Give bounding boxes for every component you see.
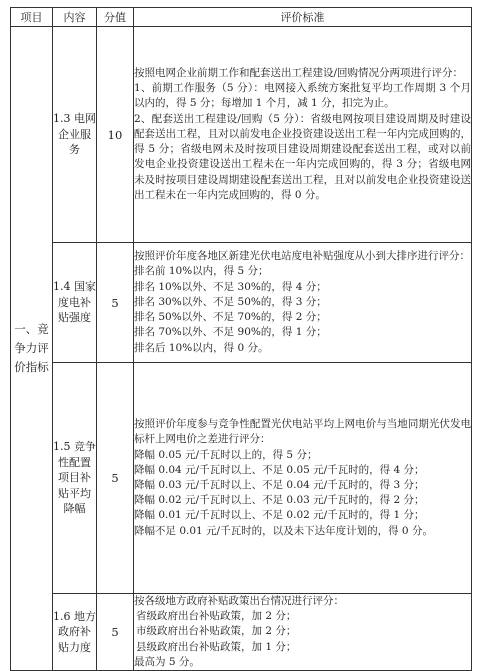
criteria-line: 降幅 0.03 元/千瓦时以上、不足 0.04 元/千瓦时的，得 3 分；: [134, 479, 425, 491]
criteria-line: 排名 50%以外、不足 70%的，得 2 分；: [134, 311, 327, 324]
evaluation-table: [10, 7, 472, 671]
criteria-cell: [134, 363, 472, 594]
content-cell: 1.4 国家度电补贴强度: [53, 243, 97, 363]
criteria-line: 排名后 10%以内，得 0 分。: [134, 341, 269, 354]
criteria-line: 县级政府出台补贴政策，加 1 分；: [136, 640, 297, 653]
criteria-line: 降幅不足 0.01 元/千瓦时的，以及未下达年度计划的，得 0 分。: [134, 524, 433, 537]
category-cell: 一、竞争力评价指标: [11, 27, 53, 671]
table-row: [11, 363, 472, 594]
table-row: [11, 243, 472, 363]
criteria-line: 降幅 0.05 元/千瓦时以上的，得 5 分；: [134, 448, 318, 461]
criteria-line: 排名前 10%以内，得 5 分；: [134, 265, 269, 278]
score-cell: 10: [97, 27, 134, 243]
criteria-line: 降幅 0.04 元/千瓦时以上、不足 0.05 元/千瓦时的，得 4 分；: [134, 463, 425, 476]
criteria-line: 1、前期工作服务（5 分）：电网接入系统方案批复平均工作周期 3 个月以内的，得 5 分；每增加 1 个月，减 1 分，扣完为止。: [134, 82, 471, 110]
score-cell: 5: [97, 243, 134, 363]
criteria-line: 最高为 5 分。: [134, 655, 200, 668]
header-criteria: 评价标准: [134, 8, 472, 27]
criteria-line: 降幅 0.01 元/千瓦时以上、不足 0.02 元/千瓦时的，得 1 分；: [134, 509, 425, 522]
content-cell: 1.5 竞争性配置项目补贴平均降幅: [53, 363, 97, 594]
criteria-cell: [134, 243, 472, 363]
criteria-cell: [134, 594, 472, 671]
criteria-line: 排名 70%以外、不足 90%的，得 1 分；: [134, 326, 327, 339]
header-score: 分值: [97, 8, 134, 27]
criteria-cell: [134, 27, 472, 243]
header-item: 项目: [11, 8, 53, 27]
criteria-line: 市级政府出台补贴政策，加 2 分；: [136, 625, 297, 638]
content-cell: 1.3 电网企业服务: [53, 27, 97, 243]
header-row: [11, 8, 472, 27]
table-row: [11, 27, 472, 243]
criteria-line: 按各级地方政府补贴政策出台情况进行评分：: [134, 595, 344, 607]
criteria-line: 排名 10%以外、不足 30%的，得 4 分；: [134, 280, 327, 293]
criteria-line: 按照评价年度参与竞争性配置光伏电站平均上网电价与当地同期光伏发电标杆上网电价之差进行评分：: [134, 418, 471, 446]
score-cell: 5: [97, 594, 134, 671]
criteria-line: 2、配套送出工程建设/回购（5 分）：省级电网按项目建设周期及时建设配套送出工程，且对以前发电企业投资建设送出工程一年内完成回购的，得 5 分；省级电网未及时按项目建设周期建设配套送出工程，或对以前发电企业投资建设送出工程未在一年内完成回购的，得 3 分；省级电网未及时按项目建设周期建设配套送出工程，且对以前发电企业投资建设送出工程未在一年内完成回购的，得 0 分。: [134, 112, 471, 201]
criteria-line: 按照电网企业前期工作和配套送出工程建设/回购情况分两项进行评分：: [134, 67, 464, 80]
criteria-line: 排名 30%以外、不足 50%的，得 3 分；: [134, 295, 327, 308]
table-row: [11, 594, 472, 671]
criteria-line: 省级政府出台补贴政策，加 2 分；: [136, 610, 297, 623]
score-cell: 5: [97, 363, 134, 594]
content-cell: 1.6 地方政府补贴力度: [53, 594, 97, 671]
criteria-line: 降幅 0.02 元/千瓦时以上、不足 0.03 元/千瓦时的，得 2 分；: [134, 494, 425, 507]
header-content: 内容: [53, 8, 97, 27]
criteria-line: 按照评价年度各地区新建光伏电站度电补贴强度从小到大排序进行评分：: [134, 250, 470, 263]
